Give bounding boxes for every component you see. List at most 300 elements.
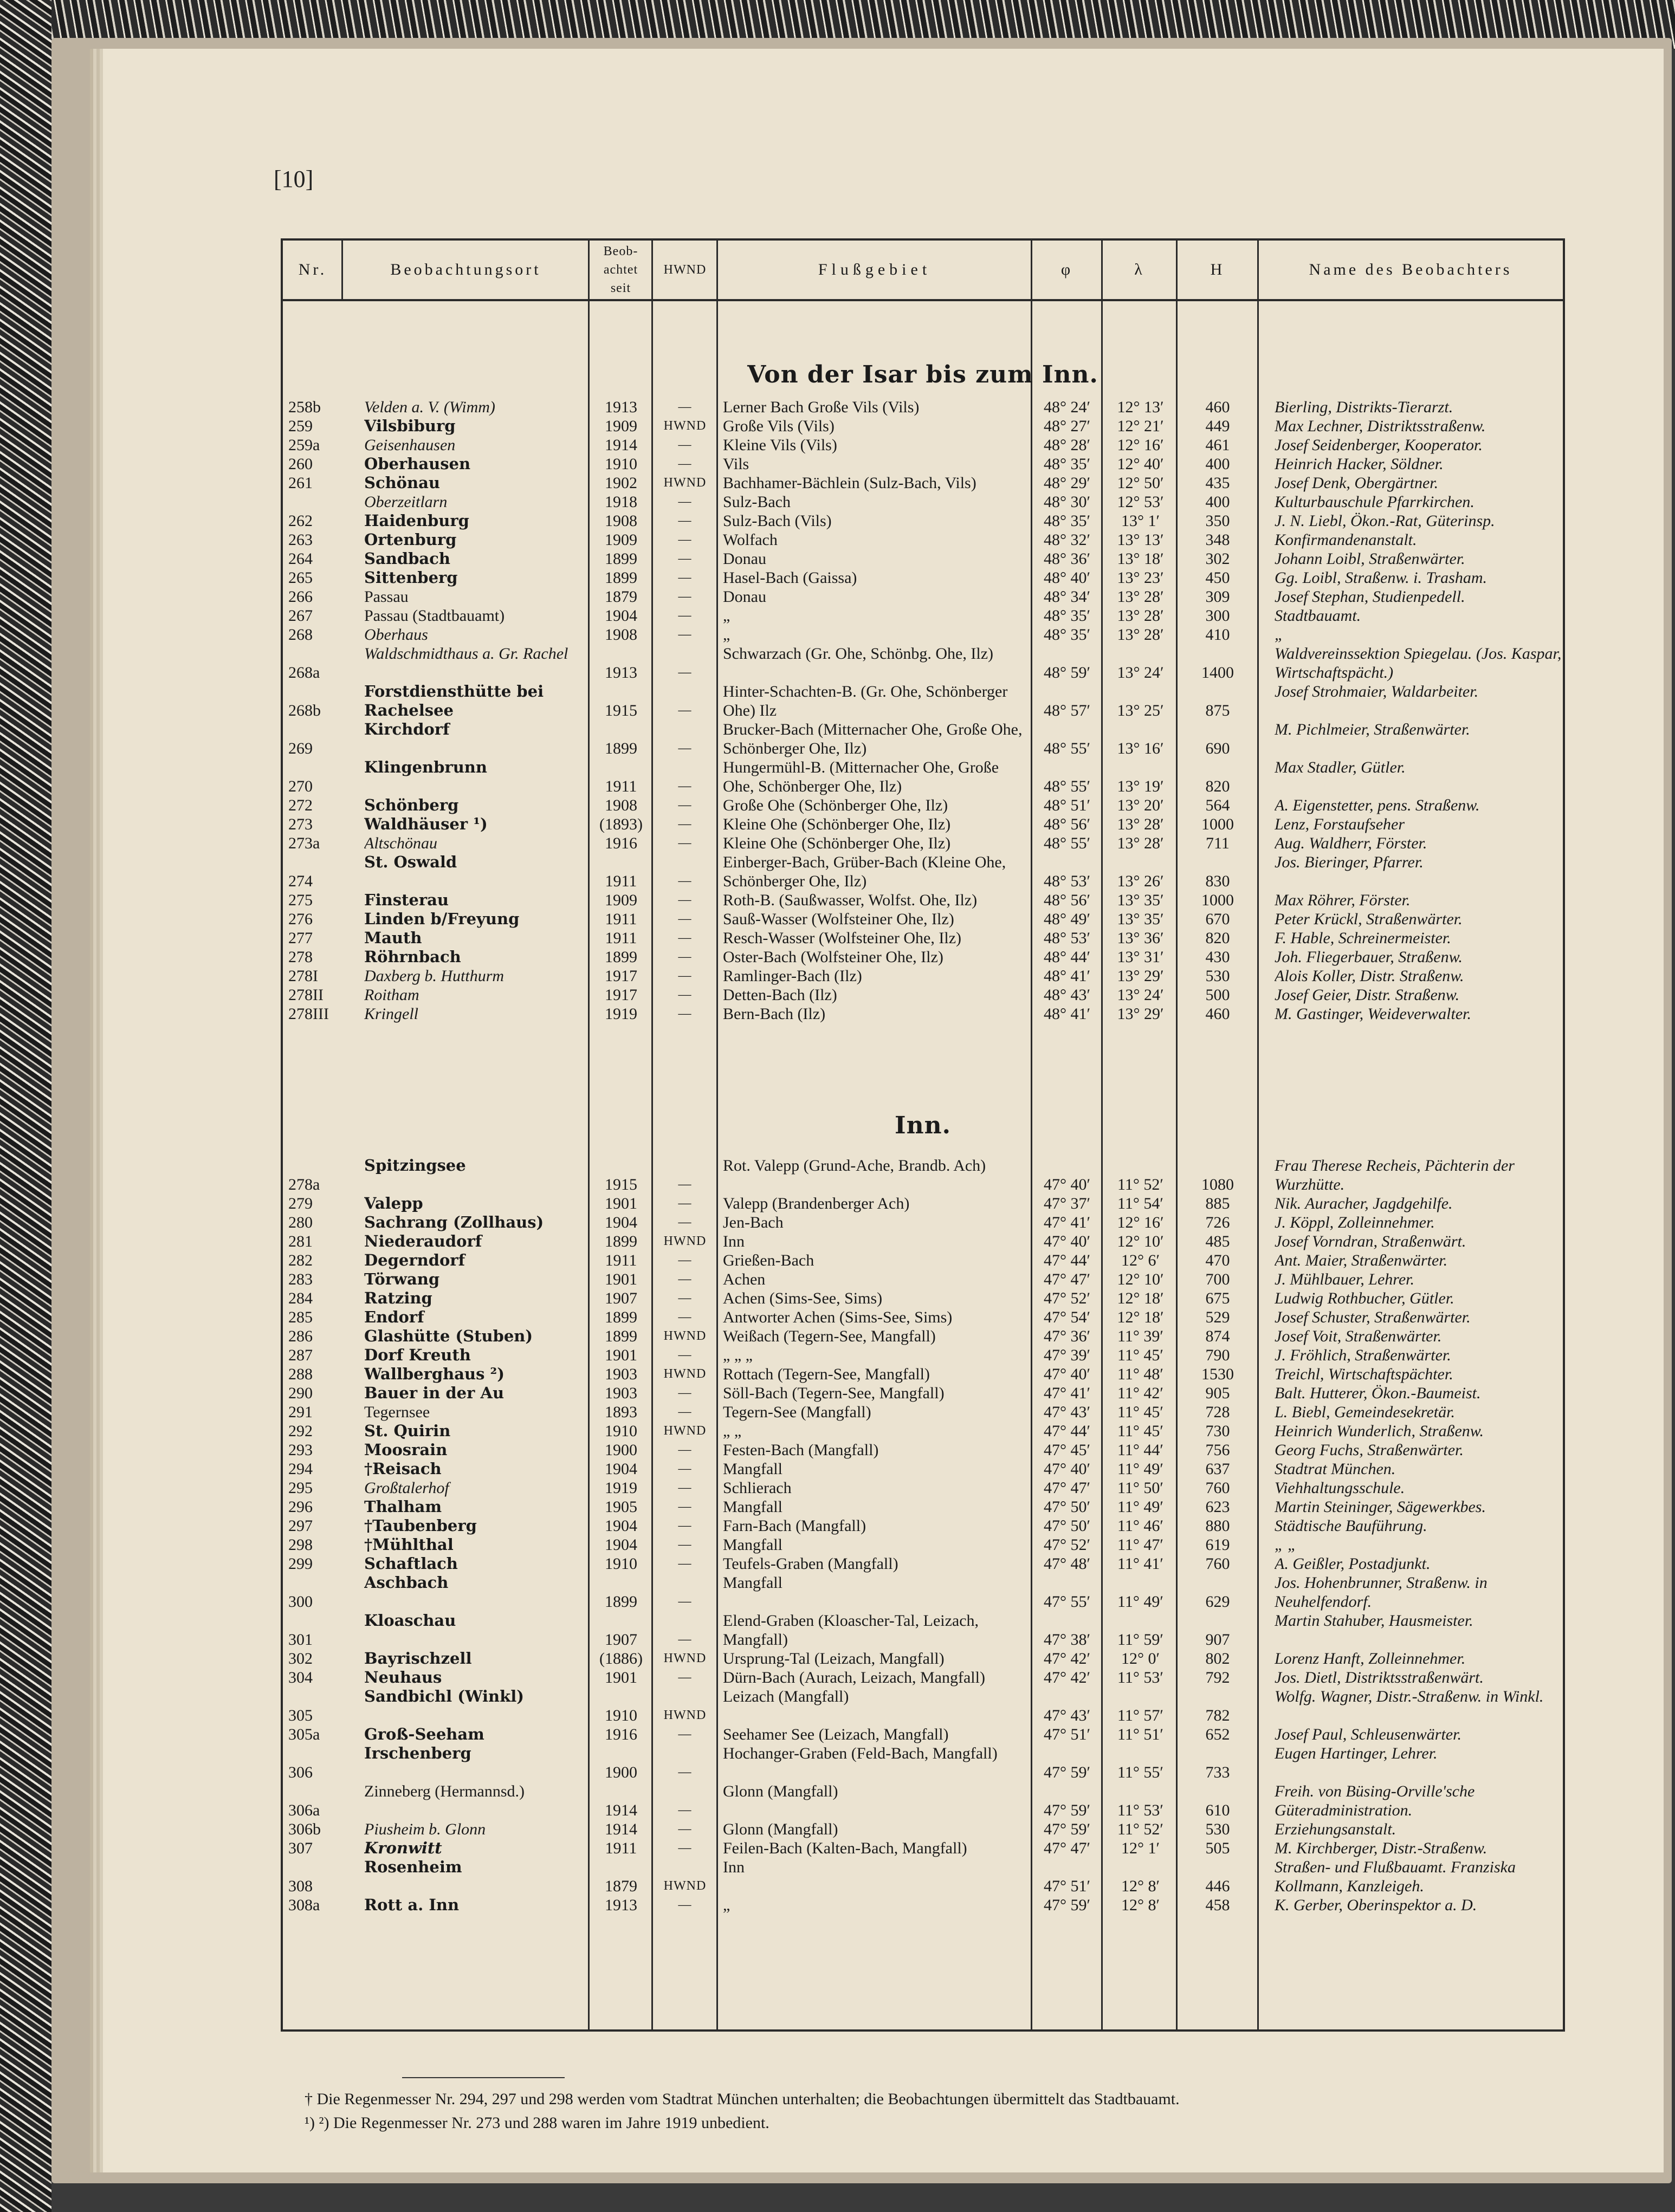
- cell-seit: 1899: [605, 948, 637, 966]
- cell-hwnd: —: [678, 1291, 692, 1305]
- cell-seit: 1893: [605, 1403, 637, 1421]
- cell-seit: 1914: [605, 1820, 637, 1838]
- cell-nr: 305: [288, 1707, 313, 1724]
- cell-fluss: Teufels-Graben (Mangfall): [723, 1555, 898, 1573]
- table-row: [283, 834, 1563, 853]
- cell-nr: 264: [288, 550, 313, 568]
- cell-h: 760: [1205, 1555, 1230, 1573]
- cell-ort: Waldhäuser ¹): [364, 815, 488, 833]
- cell-ort: Törwang: [364, 1270, 440, 1288]
- cell-hwnd: —: [678, 1253, 692, 1267]
- cell-ort: Oberzeitlarn: [364, 493, 448, 511]
- cell-h: 1080: [1201, 1176, 1234, 1193]
- cell-hwnd: —: [678, 1632, 692, 1646]
- cell-h: 700: [1205, 1270, 1230, 1288]
- cell-ort: Niederaudorf: [364, 1232, 482, 1250]
- cell-ort: Spitzingsee: [364, 1156, 466, 1175]
- cell-name: Josef Geier, Distr. Straßenw.: [1275, 986, 1460, 1004]
- cell-fluss: Bachhamer-Bächlein (Sulz-Bach, Vils): [723, 474, 976, 492]
- cell-lam: 11° 42′: [1117, 1384, 1163, 1402]
- cell-lam: 11° 50′: [1117, 1479, 1163, 1497]
- cell-nr: 283: [288, 1270, 313, 1288]
- cell-phi: 47° 41′: [1043, 1214, 1091, 1231]
- cell-nr: 258b: [288, 398, 321, 416]
- cell-hwnd: —: [678, 1462, 692, 1476]
- cell-hwnd: —: [678, 1386, 692, 1400]
- cell-lam: 12° 10′: [1117, 1270, 1164, 1288]
- cell-nr: 261: [288, 474, 313, 492]
- cell-hwnd: —: [678, 1898, 692, 1912]
- table-row: [283, 417, 1563, 436]
- cell-phi: 48° 32′: [1043, 531, 1091, 549]
- cell-phi: 47° 43′: [1043, 1403, 1091, 1421]
- cell-nr: 263: [288, 531, 313, 549]
- cell-fluss: Valepp (Brandenberger Ach): [723, 1195, 910, 1212]
- table-row: [283, 1649, 1563, 1668]
- cell-name: Aug. Waldherr, Förster.: [1275, 834, 1427, 852]
- cell-ort: Waldschmidthaus a. Gr. Rachel: [364, 645, 568, 663]
- cell-seit: 1914: [605, 436, 637, 454]
- cell-ort: Oberhausen: [364, 455, 471, 473]
- cell-name: Eugen Hartinger, Lehrer.: [1275, 1744, 1438, 1762]
- cell-h: 1000: [1201, 815, 1234, 833]
- cell-nr: 306b: [288, 1820, 321, 1838]
- table-row: [283, 1668, 1563, 1687]
- cell-lam: 13° 19′: [1117, 777, 1164, 795]
- cell-hwnd: —: [678, 969, 692, 983]
- cell-nr: 307: [288, 1839, 313, 1857]
- cell-lam: 13° 18′: [1117, 550, 1164, 568]
- cell-hwnd: —: [678, 457, 692, 471]
- table-row: [283, 1820, 1563, 1839]
- cell-hwnd: —: [678, 1177, 692, 1191]
- cell-nr: 275: [288, 891, 313, 909]
- cell-seit: 1911: [605, 872, 637, 890]
- cell-nr: 262: [288, 512, 313, 530]
- cell-name: Freih. von Büsing-Orville'sche Güteradministration.: [1275, 1782, 1475, 1819]
- cell-nr: 306a: [288, 1801, 320, 1819]
- cell-ort: Passau: [364, 588, 409, 606]
- cell-lam: 11° 57′: [1117, 1707, 1163, 1724]
- cell-seit: (1893): [599, 815, 643, 833]
- table-row: [283, 1213, 1563, 1232]
- cell-ort: Geisenhausen: [364, 436, 456, 454]
- cell-ort: Schönau: [364, 473, 440, 492]
- table-row: [283, 436, 1563, 455]
- cell-ort: Kronwitt: [364, 1839, 442, 1857]
- cell-h: 564: [1205, 796, 1230, 814]
- cell-name: Lenz, Forstaufseher: [1275, 815, 1405, 833]
- cell-nr: 268: [288, 626, 313, 644]
- table-row: [283, 682, 1563, 720]
- cell-phi: 47° 47′: [1043, 1479, 1091, 1497]
- cell-fluss: Sulz-Bach (Vils): [723, 512, 832, 530]
- cell-name: M. Pichlmeier, Straßenwärter.: [1275, 721, 1470, 738]
- cell-ort: Sandbichl (Winkl): [364, 1687, 524, 1705]
- cell-h: 670: [1205, 910, 1230, 928]
- cell-lam: 13° 20′: [1117, 796, 1164, 814]
- cell-hwnd: —: [678, 1196, 692, 1210]
- cell-lam: 13° 35′: [1117, 910, 1164, 928]
- cell-fluss: Achen: [723, 1270, 766, 1288]
- cell-nr: 286: [288, 1327, 313, 1345]
- cell-lam: 12° 8′: [1121, 1877, 1160, 1895]
- cell-lam: 11° 46′: [1117, 1517, 1163, 1535]
- cell-lam: 11° 53′: [1117, 1669, 1163, 1686]
- section-title-inn: Inn.: [895, 1112, 951, 1139]
- cell-fluss: Farn-Bach (Mangfall): [723, 1517, 866, 1535]
- cell-name: Joh. Fliegerbauer, Straßenw.: [1275, 948, 1463, 966]
- cell-h: 802: [1205, 1650, 1230, 1668]
- cell-phi: 48° 35′: [1043, 626, 1091, 644]
- cell-nr: 301: [288, 1631, 313, 1649]
- cell-lam: 13° 16′: [1117, 740, 1164, 757]
- cell-hwnd: —: [678, 627, 692, 641]
- table-row: [283, 568, 1563, 587]
- cell-fluss: Feilen-Bach (Kalten-Bach, Mangfall): [723, 1839, 967, 1857]
- cell-ort: Piusheim b. Glonn: [364, 1820, 486, 1838]
- cell-name: Josef Denk, Obergärtner.: [1275, 474, 1439, 492]
- cell-name: Heinrich Hacker, Söldner.: [1275, 455, 1444, 473]
- cell-lam: 12° 1′: [1121, 1839, 1160, 1857]
- table-row: [283, 1744, 1563, 1782]
- cell-seit: 1900: [605, 1441, 637, 1459]
- cell-fluss: Hochanger-Graben (Feld-Bach, Mangfall): [723, 1744, 998, 1762]
- cell-fluss: Glonn (Mangfall): [723, 1820, 838, 1838]
- footnote-2: ¹) ²) Die Regenmesser Nr. 273 und 288 waren im Jahre 1919 unbedient.: [305, 2114, 769, 2132]
- cell-nr: 278: [288, 948, 313, 966]
- table-row: [283, 1441, 1563, 1459]
- cell-phi: 48° 44′: [1043, 948, 1091, 966]
- cell-name: Frau Therese Recheis, Pächterin der Wurzhütte.: [1275, 1157, 1515, 1193]
- cell-phi: 48° 55′: [1043, 777, 1091, 795]
- cell-h: 458: [1205, 1896, 1230, 1914]
- cell-name: Josef Schuster, Straßenwärter.: [1275, 1308, 1471, 1326]
- cell-hwnd: —: [678, 1556, 692, 1571]
- cell-phi: 48° 49′: [1043, 910, 1091, 928]
- cell-ort: St. Quirin: [364, 1422, 451, 1440]
- cell-h: 449: [1205, 417, 1230, 435]
- cell-seit: 1904: [605, 1460, 637, 1478]
- cell-h: 309: [1205, 588, 1230, 606]
- cell-phi: 47° 45′: [1043, 1441, 1091, 1459]
- cell-phi: 48° 56′: [1043, 815, 1091, 833]
- cell-seit: 1908: [605, 626, 637, 644]
- cell-h: 610: [1205, 1801, 1230, 1819]
- table-row: [283, 1535, 1563, 1554]
- cell-nr: 299: [288, 1555, 313, 1573]
- cell-phi: 47° 48′: [1043, 1555, 1091, 1573]
- cell-h: 728: [1205, 1403, 1230, 1421]
- cell-phi: 48° 53′: [1043, 929, 1091, 947]
- cell-name: Martin Stahuber, Hausmeister.: [1275, 1612, 1473, 1630]
- table-row: [283, 1327, 1563, 1346]
- table-row: [283, 1365, 1563, 1384]
- cell-h: 450: [1205, 569, 1230, 587]
- table-row: [283, 587, 1563, 606]
- cell-hwnd: —: [678, 817, 692, 831]
- cell-phi: 48° 35′: [1043, 512, 1091, 530]
- cell-fluss: Hasel-Bach (Gaissa): [723, 569, 857, 587]
- header-nr: Nr.: [298, 261, 327, 278]
- cell-lam: 11° 52′: [1117, 1820, 1163, 1838]
- cell-nr: 302: [288, 1650, 313, 1668]
- cell-h: 460: [1205, 398, 1230, 416]
- table-row: [283, 796, 1563, 815]
- cell-nr: 259a: [288, 436, 320, 454]
- cell-nr: 277: [288, 929, 313, 947]
- cell-nr: 270: [288, 777, 313, 795]
- cell-fluss: Donau: [723, 588, 766, 606]
- cell-h: 830: [1205, 872, 1230, 890]
- table-row: [283, 1194, 1563, 1213]
- footnote-1: † Die Regenmesser Nr. 294, 297 und 298 werden vom Stadtrat München unterhalten; die Beobachtungen übermittelt das Stadtbauamt.: [305, 2090, 1180, 2108]
- cell-ort: Velden a. V. (Wimm): [364, 398, 495, 416]
- cell-hwnd: —: [678, 1443, 692, 1457]
- table-row: [283, 985, 1563, 1004]
- cell-fluss: Antworter Achen (Sims-See, Sims): [723, 1308, 953, 1326]
- cell-h: 619: [1205, 1536, 1230, 1554]
- cell-h: 907: [1205, 1631, 1230, 1649]
- cell-fluss: Schwarzach (Gr. Ohe, Schönbg. Ohe, Ilz): [723, 645, 993, 663]
- cell-seit: 1919: [605, 1479, 637, 1497]
- table-row: [283, 549, 1563, 568]
- cell-lam: 13° 28′: [1117, 815, 1164, 833]
- table-row: [283, 929, 1563, 948]
- table-row: [283, 625, 1563, 644]
- cell-ort: Sachrang (Zollhaus): [364, 1213, 544, 1231]
- table-row: [283, 1839, 1563, 1858]
- cell-seit: 1911: [605, 777, 637, 795]
- table-row: [283, 1270, 1563, 1289]
- cell-ort: Kloaschau: [364, 1611, 456, 1630]
- cell-h: 629: [1205, 1593, 1230, 1611]
- cell-seit: 1901: [605, 1346, 637, 1364]
- cell-seit: 1918: [605, 493, 637, 511]
- cell-phi: 47° 40′: [1043, 1176, 1091, 1193]
- cell-fluss: Grießen-Bach: [723, 1251, 814, 1269]
- cell-hwnd: —: [678, 1538, 692, 1552]
- cell-name: Josef Seidenberger, Kooperator.: [1275, 436, 1483, 454]
- cell-hwnd: —: [678, 798, 692, 812]
- cell-lam: 13° 24′: [1117, 664, 1164, 682]
- cell-fluss: Inn: [723, 1858, 745, 1876]
- cell-lam: 13° 24′: [1117, 986, 1164, 1004]
- cell-phi: 47° 55′: [1043, 1593, 1091, 1611]
- cell-fluss: Söll-Bach (Tegern-See, Mangfall): [723, 1384, 945, 1402]
- cell-seit: 1904: [605, 1536, 637, 1554]
- cell-ort: Haidenburg: [364, 511, 469, 530]
- cell-seit: 1910: [605, 1555, 637, 1573]
- cell-h: 400: [1205, 455, 1230, 473]
- cell-h: 529: [1205, 1308, 1230, 1326]
- cell-ort: †Mühlthal: [364, 1535, 454, 1554]
- cell-seit: 1903: [605, 1365, 637, 1383]
- cell-phi: 47° 43′: [1043, 1707, 1091, 1724]
- cell-seit: 1907: [605, 1289, 637, 1307]
- cell-phi: 48° 51′: [1043, 796, 1091, 814]
- cell-seit: 1919: [605, 1005, 637, 1023]
- cell-hwnd: —: [678, 703, 692, 717]
- cell-h: 726: [1205, 1214, 1230, 1231]
- cell-hwnd: —: [678, 438, 692, 452]
- cell-lam: 11° 45′: [1117, 1422, 1163, 1440]
- cell-h: 675: [1205, 1289, 1230, 1307]
- section-title-isar-inn: Von der Isar bis zum Inn.: [747, 361, 1098, 388]
- cell-nr: 278II: [288, 986, 324, 1004]
- cell-h: 435: [1205, 474, 1230, 492]
- cell-name: Josef Paul, Schleusenwärter.: [1275, 1726, 1461, 1743]
- cell-fluss: Rottach (Tegern-See, Mangfall): [723, 1365, 930, 1383]
- cell-name: L. Biebl, Gemeindesekretär.: [1275, 1403, 1455, 1421]
- cell-nr: 269: [288, 740, 313, 757]
- cell-name: Max Röhrer, Förster.: [1275, 891, 1411, 909]
- cell-ort: Linden b/Freyung: [364, 910, 520, 928]
- cell-ort: Aschbach: [364, 1573, 449, 1592]
- cell-nr: 268a: [288, 664, 320, 682]
- cell-seit: 1900: [605, 1763, 637, 1781]
- cell-name: F. Hable, Schreinermeister.: [1275, 929, 1451, 947]
- cell-nr: 297: [288, 1517, 313, 1535]
- cell-hwnd: HWND: [663, 1424, 707, 1438]
- column-divider: [341, 241, 343, 301]
- footnote-rule: [402, 2077, 565, 2078]
- cell-name: Georg Fuchs, Straßenwärter.: [1275, 1441, 1464, 1459]
- cell-name: M. Gastinger, Weideverwalter.: [1275, 1005, 1472, 1023]
- cell-fluss: Brucker-Bach (Mitternacher Ohe, Große Ohe, Schönberger Ohe, Ilz): [723, 721, 1023, 757]
- cell-phi: 47° 54′: [1043, 1308, 1091, 1326]
- table-row: [283, 1156, 1563, 1194]
- cell-seit: 1899: [605, 550, 637, 568]
- cell-phi: 47° 39′: [1043, 1346, 1091, 1364]
- cell-phi: 47° 50′: [1043, 1517, 1091, 1535]
- table-row: [283, 1516, 1563, 1535]
- cell-h: 530: [1205, 967, 1230, 985]
- cell-h: 446: [1205, 1877, 1230, 1895]
- cell-nr: 296: [288, 1498, 313, 1516]
- cell-fluss: Ursprung-Tal (Leizach, Mangfall): [723, 1650, 945, 1668]
- cell-lam: 11° 53′: [1117, 1801, 1163, 1819]
- cell-fluss: Roth-B. (Saußwasser, Wolfst. Ohe, Ilz): [723, 891, 978, 909]
- cell-h: 350: [1205, 512, 1230, 530]
- table-row: [283, 1687, 1563, 1725]
- cell-ort: Vilsbiburg: [364, 417, 456, 435]
- cell-phi: 47° 40′: [1043, 1365, 1091, 1383]
- cell-hwnd: —: [678, 608, 692, 622]
- cell-phi: 48° 30′: [1043, 493, 1091, 511]
- cell-phi: 48° 35′: [1043, 455, 1091, 473]
- cell-lam: 13° 29′: [1117, 967, 1164, 985]
- cell-seit: 1899: [605, 1233, 637, 1250]
- cell-phi: 47° 41′: [1043, 1384, 1091, 1402]
- cell-ort: Sittenberg: [364, 568, 458, 587]
- cell-lam: 12° 18′: [1117, 1289, 1164, 1307]
- cell-name: Treichl, Wirtschaftspächter.: [1275, 1365, 1453, 1383]
- cell-ort: Groß-Seeham: [364, 1725, 484, 1743]
- cell-seit: 1903: [605, 1384, 637, 1402]
- cell-phi: 47° 37′: [1043, 1195, 1091, 1212]
- table-row: [283, 1858, 1563, 1896]
- cell-ort: Glashütte (Stuben): [364, 1327, 533, 1345]
- cell-name: Waldvereinssektion Spiegelau. (Jos. Kaspar, Wirtschaftspächt.): [1275, 645, 1562, 682]
- cell-h: 623: [1205, 1498, 1230, 1516]
- header-ort: Beobachtungsort: [390, 261, 541, 278]
- cell-lam: 11° 41′: [1117, 1555, 1163, 1573]
- cell-h: 1530: [1201, 1365, 1234, 1383]
- cell-h: 300: [1205, 607, 1230, 625]
- cell-nr: 273: [288, 815, 313, 833]
- cell-ort: Bayrischzell: [364, 1649, 472, 1668]
- table-row: [283, 492, 1563, 511]
- book-binding: [0, 0, 51, 2212]
- cell-hwnd: HWND: [663, 1651, 707, 1665]
- cell-fluss: Mangfall: [723, 1460, 782, 1478]
- cell-name: Josef Vorndran, Straßenwärt.: [1275, 1233, 1466, 1250]
- cell-seit: 1908: [605, 512, 637, 530]
- table-row: [283, 853, 1563, 891]
- cell-nr: 279: [288, 1195, 313, 1212]
- header-fluss: Flußgebiet: [818, 261, 932, 278]
- table-row: [283, 720, 1563, 758]
- cell-phi: 47° 47′: [1043, 1270, 1091, 1288]
- cell-lam: 11° 55′: [1117, 1763, 1163, 1781]
- cell-ort: †Taubenberg: [364, 1516, 477, 1535]
- cell-ort: Moosrain: [364, 1441, 448, 1459]
- cell-ort: Endorf: [364, 1308, 424, 1326]
- cell-fluss: Wolfach: [723, 531, 778, 549]
- cell-fluss: Sulz-Bach: [723, 493, 791, 511]
- cell-name: Jos. Dietl, Distriktsstraßenwärt.: [1275, 1669, 1484, 1686]
- cell-fluss: Donau: [723, 550, 766, 568]
- cell-phi: 48° 55′: [1043, 740, 1091, 757]
- table-row: [283, 1251, 1563, 1270]
- cell-ort: Dorf Kreuth: [364, 1346, 471, 1364]
- cell-name: J. Fröhlich, Straßenwärter.: [1275, 1346, 1451, 1364]
- cell-nr: 265: [288, 569, 313, 587]
- cell-hwnd: —: [678, 552, 692, 566]
- cell-name: Städtische Bauführung.: [1275, 1517, 1427, 1535]
- cell-lam: 12° 6′: [1121, 1251, 1160, 1269]
- cell-seit: 1911: [605, 910, 637, 928]
- header-h: H: [1210, 261, 1225, 278]
- cell-fluss: Große Vils (Vils): [723, 417, 835, 435]
- cell-seit: 1879: [605, 1877, 637, 1895]
- cell-hwnd: —: [678, 1481, 692, 1495]
- cell-phi: 48° 41′: [1043, 967, 1091, 985]
- cell-ort: Oberhaus: [364, 626, 428, 644]
- header-lambda: λ: [1134, 261, 1145, 278]
- table-row: [283, 1289, 1563, 1308]
- cell-hwnd: —: [678, 912, 692, 926]
- cell-name: Lorenz Hanft, Zolleinnehmer.: [1275, 1650, 1466, 1668]
- cell-h: 756: [1205, 1441, 1230, 1459]
- cell-ort: Röhrnbach: [364, 948, 461, 966]
- cell-nr: 278a: [288, 1176, 320, 1193]
- cell-fluss: Seehamer See (Leizach, Mangfall): [723, 1726, 949, 1743]
- cell-fluss: Oster-Bach (Wolfsteiner Ohe, Ilz): [723, 948, 943, 966]
- cell-fluss: Resch-Wasser (Wolfsteiner Ohe, Ilz): [723, 929, 961, 947]
- cell-hwnd: —: [678, 1765, 692, 1779]
- cell-hwnd: —: [678, 400, 692, 414]
- cell-phi: 48° 40′: [1043, 569, 1091, 587]
- cell-phi: 48° 41′: [1043, 1005, 1091, 1023]
- cell-ort: Ratzing: [364, 1289, 432, 1307]
- cell-name: „ „: [1275, 1536, 1297, 1554]
- header-name: Name des Beobachters: [1309, 261, 1512, 278]
- cell-hwnd: HWND: [663, 1367, 707, 1381]
- cell-lam: 11° 54′: [1117, 1195, 1163, 1212]
- cell-ort: Mauth: [364, 929, 422, 947]
